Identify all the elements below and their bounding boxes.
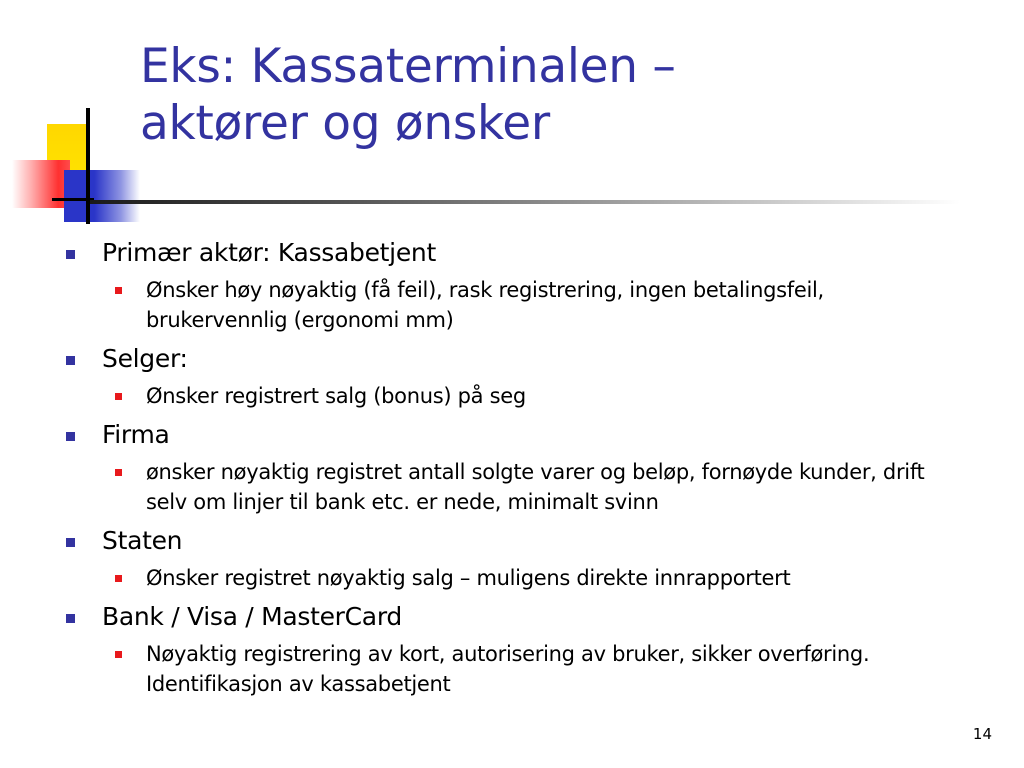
title-divider [90,200,960,204]
small-square-bullet-icon [115,651,122,658]
slide-title [140,38,1000,152]
sub-bullet-item [102,457,962,517]
sub-bullet-item [102,381,962,411]
logo-horizontal-line [52,198,94,201]
slide-title-line-2: aktører og ønsker [140,96,550,151]
sub-bullet-list [102,381,962,411]
bullet-item-seller [62,342,962,411]
small-square-bullet-icon [115,575,122,582]
logo-blue-block [64,170,140,222]
small-square-bullet-icon [115,469,122,476]
sub-bullet-item [102,275,962,335]
logo-vertical-line [86,108,90,224]
small-square-bullet-icon [115,393,122,400]
bullet-item-company [62,418,962,517]
sub-bullet-text: ønsker nøyaktig registret antall solgte varer og beløp, fornøyde kunder, drift selv om linjer til bank etc. er nede, minimalt svinn [146,460,925,514]
slide-title-line-1: Eks: Kassaterminalen – [140,39,676,94]
bullet-text: Primær aktør: Kassabetjent [102,238,436,267]
bullet-list [62,236,962,699]
bullet-item-primary-actor [62,236,962,335]
bullet-text: Firma [102,420,170,449]
sub-bullet-text: Nøyaktig registrering av kort, autorisering av bruker, sikker overføring. Identifikasjon av kassabetjent [146,642,870,696]
bullet-item-state [62,524,962,593]
sub-bullet-text: Ønsker høy nøyaktig (få feil), rask registrering, ingen betalingsfeil, brukervennlig (ergonomi mm) [146,278,824,332]
bullet-item-bank [62,600,962,699]
square-bullet-icon [66,432,75,441]
square-bullet-icon [66,538,75,547]
sub-bullet-list [102,563,962,593]
sub-bullet-list [102,639,962,699]
square-bullet-icon [66,250,75,259]
bullet-text: Selger: [102,344,188,373]
square-bullet-icon [66,356,75,365]
sub-bullet-list [102,457,962,517]
square-bullet-icon [66,614,75,623]
small-square-bullet-icon [115,287,122,294]
sub-bullet-text: Ønsker registrert salg (bonus) på seg [146,384,526,408]
sub-bullet-item [102,639,962,699]
sub-bullet-item [102,563,962,593]
sub-bullet-list [102,275,962,335]
sub-bullet-text: Ønsker registret nøyaktig salg – muligens direkte innrapportert [146,566,791,590]
bullet-text: Bank / Visa / MasterCard [102,602,402,631]
bullet-text: Staten [102,526,183,555]
page-number: 14 [972,725,992,743]
